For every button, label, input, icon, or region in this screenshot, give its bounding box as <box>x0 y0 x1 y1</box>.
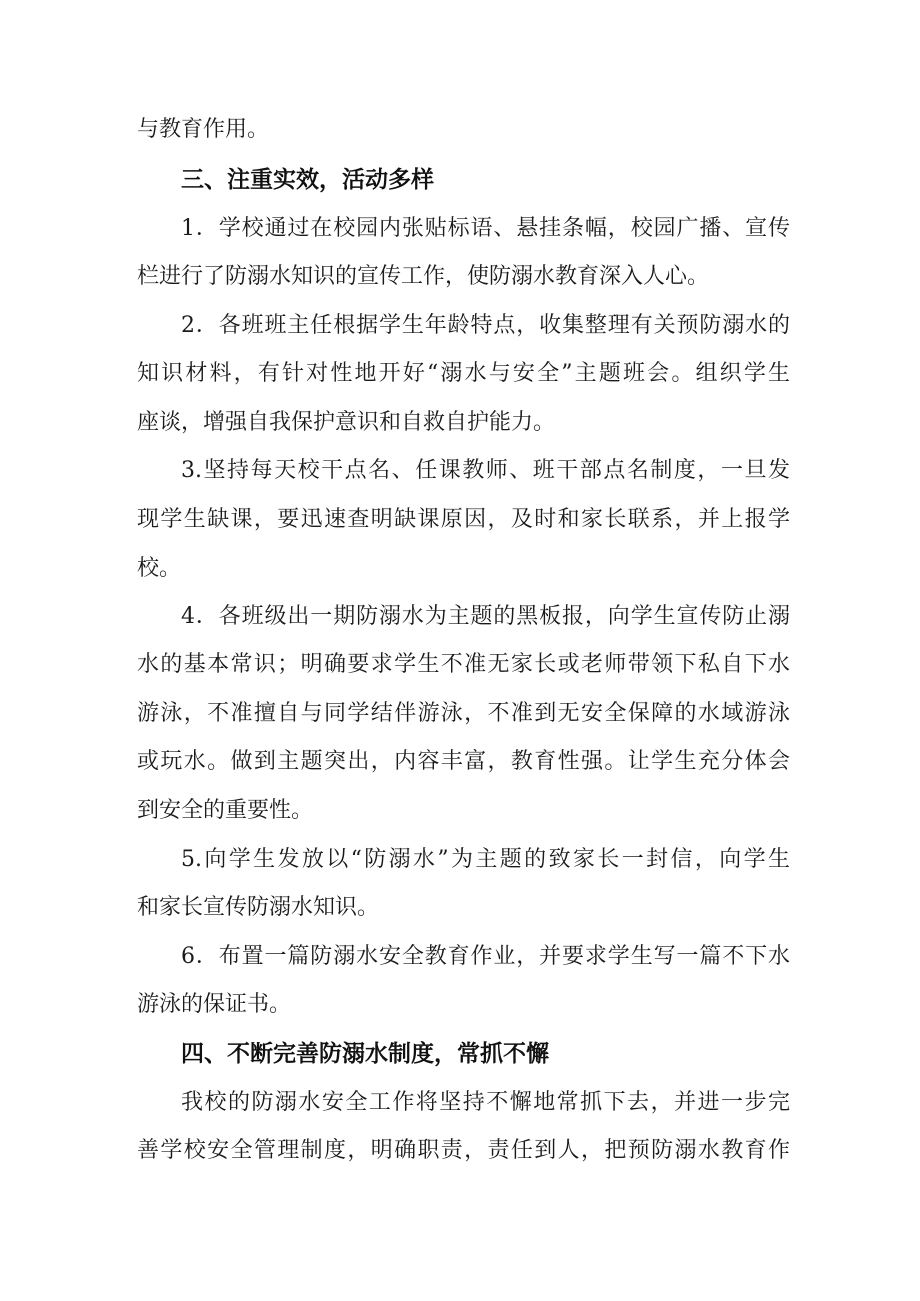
section-heading-3: 三、注重实效，活动多样 <box>181 167 434 193</box>
item-1-line-2: 栏进行了防溺水知识的宣传工作，使防溺水教育深入人心。 <box>137 264 710 289</box>
item-3-line-2: 现学生缺课，要迅速查明缺课原因，及时和家长联系，并上报学 <box>137 507 790 532</box>
paragraph-final-line-1: 我校的防溺水安全工作将坚持不懈地常抓下去，并进一步完 <box>181 1090 790 1115</box>
item-2-line-1: 2．各班班主任根据学生年龄特点，收集整理有关预防溺水的 <box>181 313 790 338</box>
section-heading-4: 四、不断完善防溺水制度，常抓不懈 <box>181 1041 549 1067</box>
paragraph-final-line-2: 善学校安全管理制度，明确职责，责任到人，把预防溺水教育作 <box>137 1138 790 1163</box>
item-5-line-1: 5.向学生发放以“防溺水”为主题的致家长一封信，向学生 <box>181 847 790 872</box>
item-2-line-3: 座谈，增强自我保护意识和自救自护能力。 <box>137 410 556 435</box>
item-3-line-3: 校。 <box>137 556 182 581</box>
item-6-line-1: 6．布置一篇防溺水安全教育作业，并要求学生写一篇不下水 <box>181 944 790 969</box>
item-1-line-1: 1．学校通过在校园内张贴标语、悬挂条幅，校园广播、宣传 <box>181 216 790 241</box>
item-4-line-3: 游泳，不准擅自与同学结伴游泳，不准到无安全保障的水域游泳 <box>137 701 790 726</box>
item-3-line-1: 3.坚持每天校干点名、任课教师、班干部点名制度，一旦发 <box>181 458 790 483</box>
item-4-line-5: 到安全的重要性。 <box>137 798 314 823</box>
item-5-line-2: 和家长宣传防溺水知识。 <box>137 895 380 920</box>
item-4-line-4: 或玩水。做到主题突出，内容丰富，教育性强。让学生充分体会 <box>137 749 790 774</box>
item-4-line-2: 水的基本常识；明确要求学生不准无家长或老师带领下私自下水 <box>137 652 790 677</box>
item-6-line-2: 游泳的保证书。 <box>137 992 292 1017</box>
item-2-line-2: 知识材料，有针对性地开好“溺水与安全”主题班会。组织学生 <box>137 361 790 386</box>
paragraph-continuation: 与教育作用。 <box>137 117 270 142</box>
item-4-line-1: 4．各班级出一期防溺水为主题的黑板报，向学生宣传防止溺 <box>181 604 790 629</box>
